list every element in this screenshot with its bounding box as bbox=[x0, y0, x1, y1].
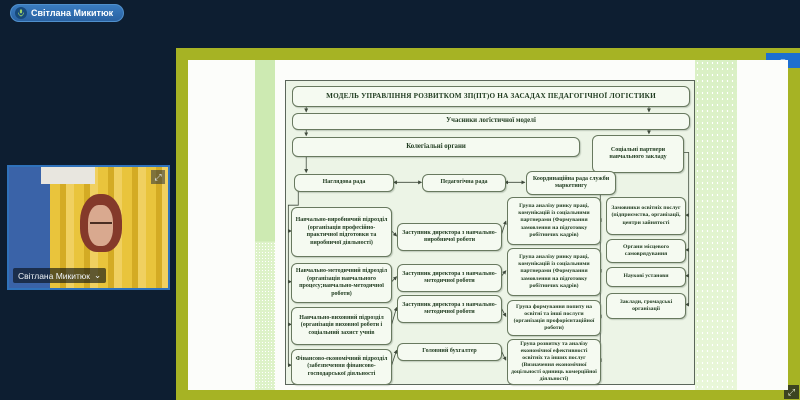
partner-local-government: Органи місцевого самоврядування bbox=[606, 239, 686, 263]
participants-box: Учасники логістичної моделі bbox=[292, 113, 690, 130]
deputy-production: Заступник директора з навчально-виробничої роботи bbox=[397, 223, 502, 251]
microphone-icon bbox=[15, 7, 27, 19]
group-demand-formation: Група формування попиту на освітні та інші послуги (організація профорієнтаційної роботи) bbox=[507, 300, 601, 336]
video-name-tag[interactable] bbox=[13, 268, 106, 283]
department-training-production: Навчально-виробничий підрозділ (організація професійно-практичної підготовки та виробничої діяльності) bbox=[291, 207, 392, 257]
partner-scientific-institutions: Наукові установи bbox=[606, 267, 686, 287]
partner-customers: Замовники освітніх послуг (підприємства, організації, центри зайнятості bbox=[606, 197, 686, 235]
deputy-methodical: Заступник директора з навчально-методичної роботи bbox=[397, 264, 502, 292]
ceiling bbox=[41, 167, 95, 184]
council-supervisory: Наглядова рада bbox=[294, 174, 394, 192]
social-partners-box: Соціальні партнери навчального закладу bbox=[592, 135, 684, 173]
partner-public-organizations: Заклади, громадські організації bbox=[606, 293, 686, 319]
slide-right-decoration bbox=[695, 60, 737, 390]
logistics-model-diagram bbox=[285, 80, 695, 385]
share-expand-icon[interactable]: ⤢ bbox=[784, 385, 799, 399]
slide-left-decoration bbox=[255, 60, 275, 390]
chevron-down-icon: ⌄ bbox=[94, 270, 102, 280]
department-methodical: Навчально-методичний підрозділ (організація навчального процесу;навчально-методичної роботи) bbox=[291, 263, 392, 303]
collegial-bodies-box: Колегіальні органи bbox=[292, 137, 580, 157]
person-glasses bbox=[90, 222, 112, 230]
group-economic-analysis: Група розвитку та аналізу економічної ефективності освітніх та інших послуг (Визначення економічної доцільності одиниць комерційної діяльності) bbox=[507, 339, 601, 385]
group-labour-market-1: Група аналізу ринку праці, комунікацій із соціальними партнерами (Формування замовлення на підготовку робітничих кадрів) bbox=[507, 197, 601, 245]
deputy-educational: Заступник директора з навчально-методичної роботи bbox=[397, 295, 502, 323]
participant-video-tile[interactable] bbox=[7, 165, 170, 290]
department-educational: Навчально-виховний підрозділ (організація виховної роботи і соціальний захист учнів bbox=[291, 307, 392, 345]
screen-share-area bbox=[176, 48, 800, 400]
council-pedagogical: Педагогічна рада bbox=[422, 174, 506, 192]
council-coordination: Координаційна рада служби маркетингу bbox=[526, 171, 616, 195]
active-speaker-pill[interactable] bbox=[10, 4, 124, 22]
active-speaker-name: Світлана Микитюк bbox=[31, 8, 114, 18]
video-expand-icon[interactable]: ⤢ bbox=[151, 170, 165, 184]
department-financial: Фінансово-економічний підрозділ (забезпечення фінансово-господарської діяльності bbox=[291, 349, 392, 385]
chief-accountant: Головний бухгалтер bbox=[397, 343, 502, 361]
video-name-label: Світлана Микитюк bbox=[18, 270, 91, 281]
presentation-slide bbox=[188, 60, 788, 390]
group-labour-market-2: Група аналізу ринку праці, комунікацій із соціальними партнерами (Формування замовлення на підготовку робітничих кадрів) bbox=[507, 248, 601, 296]
diagram-title: МОДЕЛЬ УПРАВЛІННЯ РОЗВИТКОМ ЗП(ПТ)О НА ЗАСАДАХ ПЕДАГОГІЧНОЇ ЛОГІСТИКИ bbox=[292, 86, 690, 107]
